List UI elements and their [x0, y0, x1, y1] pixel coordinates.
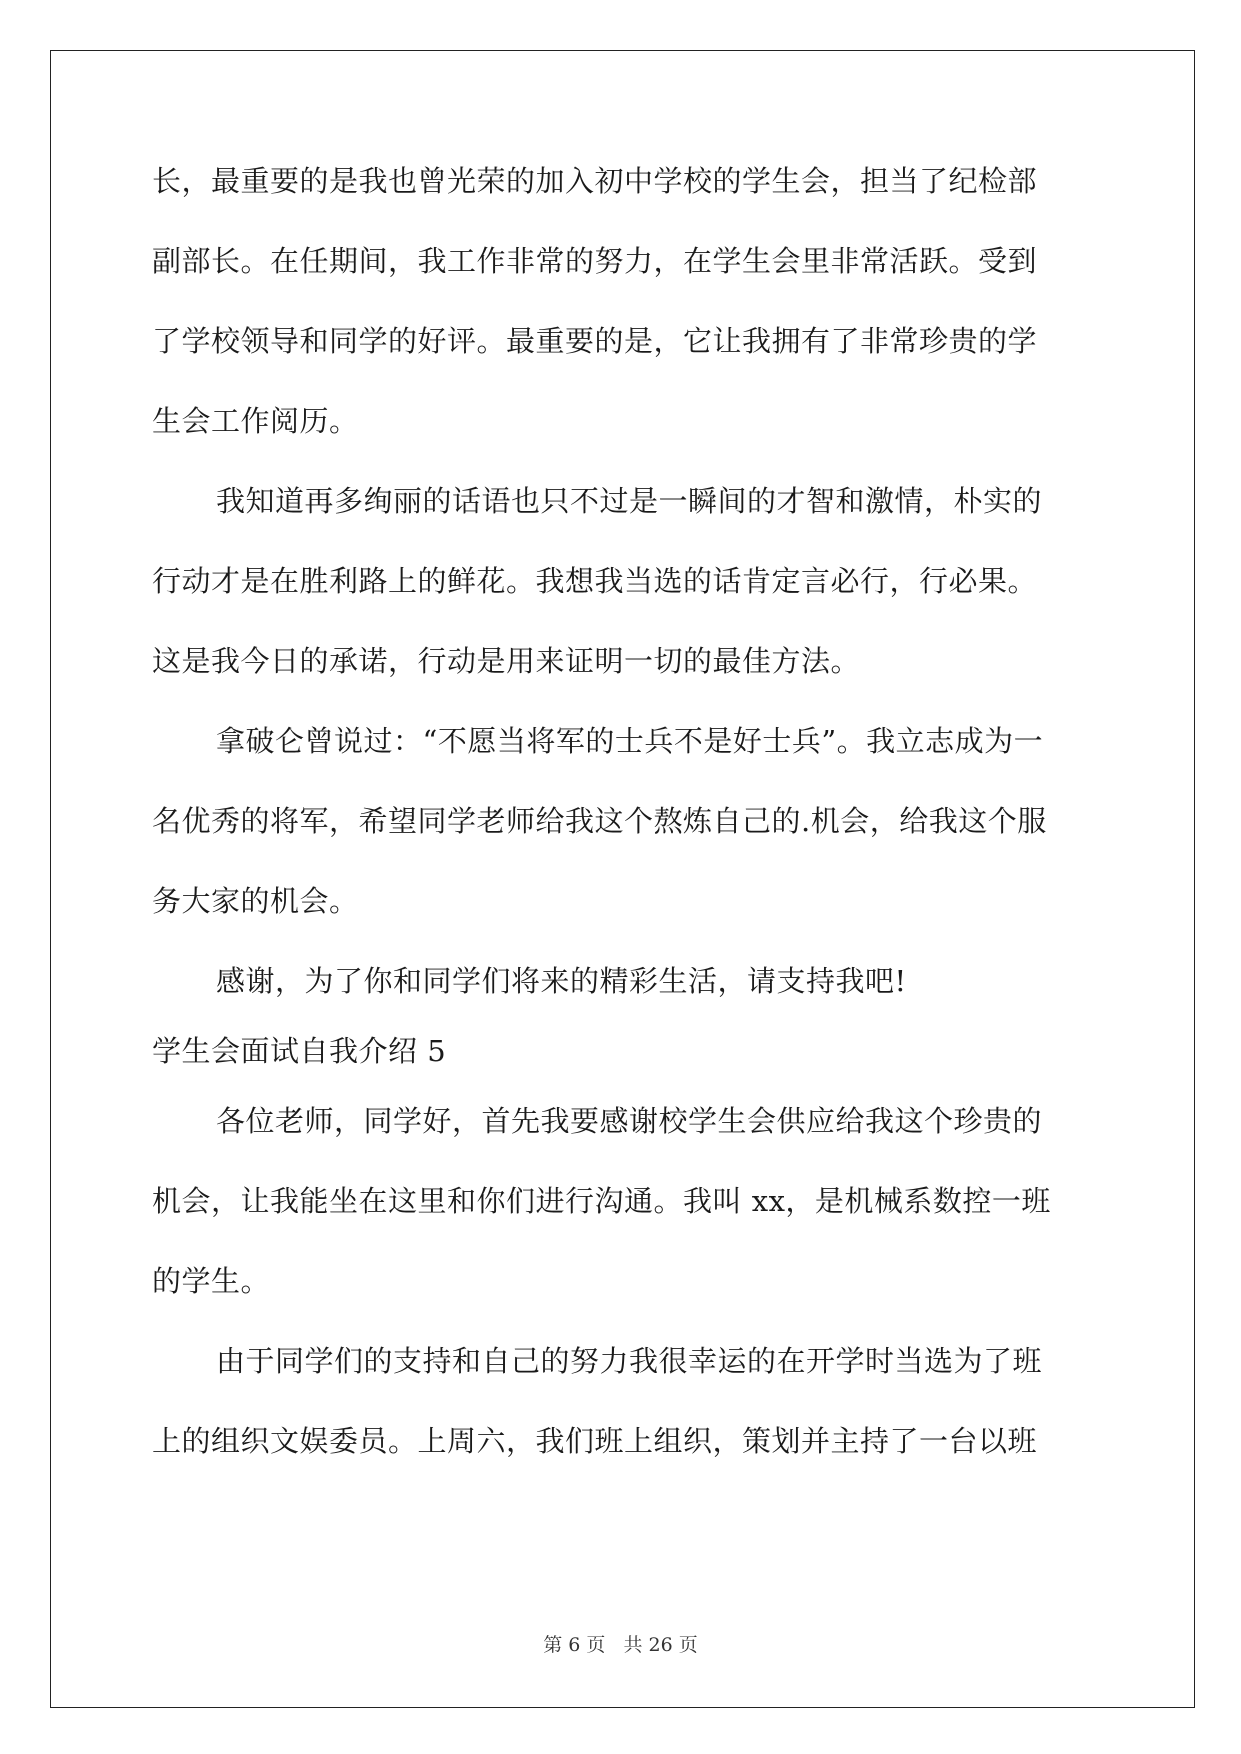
- page-number: 第 6 页: [543, 1634, 606, 1656]
- paragraph-start: 各位老师，同学好，首先我要感谢校学生会供应给我这个珍贵的: [216, 1104, 1043, 1138]
- page-total: 共 26 页: [623, 1634, 698, 1656]
- page-footer: [0, 1630, 1241, 1657]
- text-line: 的学生。: [152, 1264, 271, 1298]
- text-line: 生会工作阅历。: [152, 404, 359, 438]
- text-line: 了学校领导和同学的好评。最重要的是，它让我拥有了非常珍贵的学: [152, 324, 1038, 358]
- paragraph-start: 由于同学们的支持和自己的努力我很幸运的在开学时当选为了班: [216, 1344, 1043, 1378]
- text-line: 名优秀的将军，希望同学老师给我这个熬炼自己的.机会，给我这个服: [152, 804, 1047, 838]
- paragraph-start: 我知道再多绚丽的话语也只不过是一瞬间的才智和激情，朴实的: [216, 484, 1043, 518]
- paragraph-start: 拿破仑曾说过：“不愿当将军的士兵不是好士兵”。我立志成为一: [216, 724, 1044, 758]
- text-line: 务大家的机会。: [152, 884, 359, 918]
- section-heading: 学生会面试自我介绍 5: [152, 1034, 447, 1068]
- text-line: 行动才是在胜利路上的鲜花。我想我当选的话肯定言必行，行必果。: [152, 564, 1038, 598]
- document-body: [152, 155, 1092, 1495]
- text-line: 长，最重要的是我也曾光荣的加入初中学校的学生会，担当了纪检部: [152, 164, 1038, 198]
- text-line: 机会，让我能坐在这里和你们进行沟通。我叫 xx，是机械系数控一班: [152, 1184, 1051, 1218]
- text-line: 副部长。在任期间，我工作非常的努力，在学生会里非常活跃。受到: [152, 244, 1038, 278]
- text-line: 这是我今日的承诺，行动是用来证明一切的最佳方法。: [152, 644, 861, 678]
- text-line: 上的组织文娱委员。上周六，我们班上组织，策划并主持了一台以班: [152, 1424, 1038, 1458]
- paragraph-start: 感谢，为了你和同学们将来的精彩生活，请支持我吧!: [216, 964, 907, 998]
